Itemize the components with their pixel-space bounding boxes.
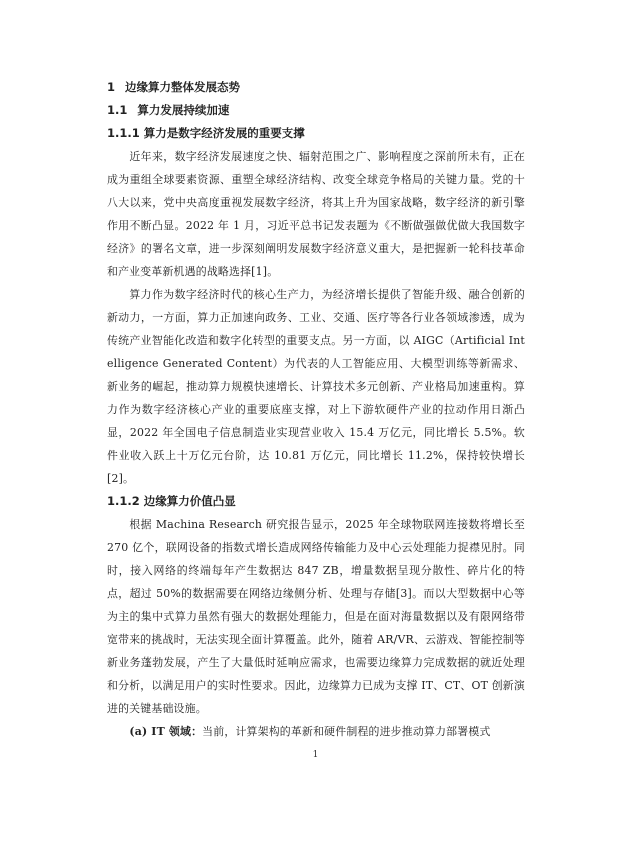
heading-number: 1.1.1: [107, 126, 140, 140]
heading-number: 1.1.2: [107, 494, 140, 508]
paragraph-4: [107, 720, 525, 743]
heading-number: 1.1: [107, 103, 128, 117]
paragraph-2: 算力作为数字经济时代的核心生产力，为经济增长提供了智能升级、融合创新的新动力，一方面，算力正加速向政务、工业、交通、医疗等各行业各领域渗透，成为传统产业智能化改造和数字化转型的重要支点。另一方面，以 AIGC（Artificial Intelligence Generated Content）为代表的人工智能应用、大模型训练等新需求、新业务的崛起，推动算力规模快速增长、计算技术多元创新、产业格局加速重构。算力作为数字经济核心产业的重要底座支撑，对上下游软硬件产业的拉动作用日渐凸显，2022 年全国电子信息制造业实现营业收入 15.4 万亿元，同比增长 5.5%。软件业收入跃上十万亿元台阶，达 10.81 万亿元，同比增长 11.2%，保持较快增长[2]。: [107, 288, 525, 485]
paragraph-3: 根据 Machina Research 研究报告显示，2025 年全球物联网连接数将增长至 270 亿个，联网设备的指数式增长造成网络传输能力及中心云处理能力捉襟见肘。同时，接入网络的终端每年产生数据达 847 ZB，增量数据呈现分散性、碎片化的特点，超过 50%的数据需要在网络边缘侧分析、处理与存储[3]。而以大型数据中心等为主的集中式算力虽然有强大的数据处理能力，但是在面对海量数据以及有限网络带宽带来的挑战时，无法实现全面计算覆盖。此外，随着 AR/VR、云游戏、智能控制等新业务蓬勃发展，产生了大量低时延响应需求，也需要边缘算力完成数据的就近处理和分析，以满足用户的实时性要求。因此，边缘算力已成为支撑 IT、CT、OT 创新演进的关键基础设施。: [107, 518, 525, 715]
paragraph-1: 近年来，数字经济发展速度之快、辐射范围之广、影响程度之深前所未有，正在成为重组全球要素资源、重塑全球经济结构、改变全球竞争格局的关键力量。党的十八大以来，党中央高度重视发展数字经济，将其上升为国家战略，数字经济的新引擎作用不断凸显。2022 年 1 月，习近平总书记发表题为《不断做强做优做大我国数字经济》的署名文章，进一步深刻阐明发展数字经济意义重大，是把握新一轮科技革命和产业变革新机遇的战略选择[1]。: [107, 150, 525, 278]
heading-title: 边缘算力整体发展态势: [125, 80, 241, 94]
heading-title: 算力是数字经济发展的重要支撑: [143, 126, 305, 140]
heading-title: 边缘算力价值凸显: [143, 494, 236, 508]
page-number: 1: [312, 750, 319, 760]
heading-1: [107, 76, 525, 99]
heading-1-1-2: [107, 490, 525, 513]
heading-1-1: [107, 99, 525, 122]
heading-1-1-1: [107, 122, 525, 145]
paragraph-lead: (a) IT 领域：: [129, 725, 203, 738]
heading-title: 算力发展持续加速: [137, 103, 230, 117]
paragraph-text: 当前，计算架构的革新和硬件制程的进步推动算力部署模式: [202, 725, 491, 738]
heading-number: 1: [107, 80, 116, 94]
document-body: [107, 76, 525, 743]
